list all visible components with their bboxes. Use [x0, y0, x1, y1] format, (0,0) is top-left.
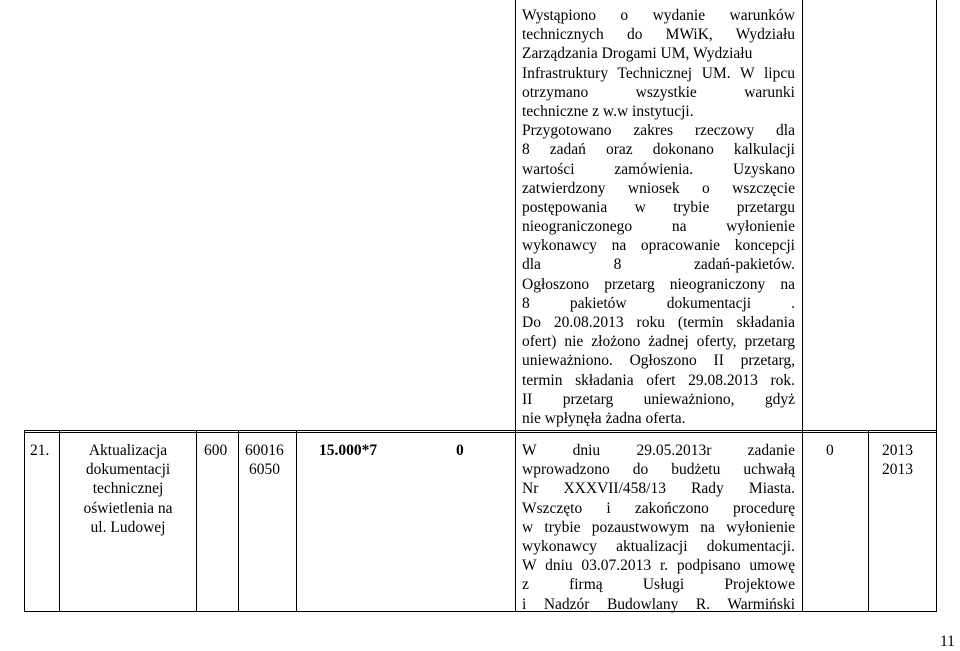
text-line: ofert) nie złożono żadnej oferty, przetarg [522, 333, 795, 351]
progress-description-cell [522, 441, 795, 614]
text-line: Przygotowano zakres rzeczowy dla [522, 122, 795, 140]
text-line: W dniu 29.05.2013r zadanie [522, 442, 795, 459]
grid-line [515, 0, 516, 611]
grid-line [24, 430, 937, 431]
text-line: unieważniono. Ogłoszono II przetarg, [522, 352, 795, 370]
budget-chapter: 60016 [245, 442, 284, 459]
grid-line [936, 0, 937, 611]
grid-line [238, 430, 239, 612]
text-line: Zarządzania Drogami UM, Wydziału [522, 45, 753, 63]
text-line: wartości zamówienia. Uzyskano [522, 160, 795, 178]
year-value: 2013 [882, 442, 913, 459]
text-line: wprowadzono do budżetu uchwałą [522, 461, 795, 479]
task-name-line: Aktualizacja [88, 442, 168, 459]
row-number: 21. [30, 442, 50, 459]
task-name-line: dokumentacji [85, 461, 171, 479]
task-name-cell [66, 441, 190, 537]
amount-value: 0 [826, 442, 834, 459]
grid-line [59, 430, 60, 612]
text-line: II przetarg unieważniono, gdyż [522, 390, 795, 408]
budget-paragraph: 6050 [249, 461, 280, 478]
text-line: W dniu 03.07.2013 r. podpisano umowę [522, 557, 795, 575]
grid-line [24, 432, 937, 433]
text-line: postępowania w trybie przetargu [522, 198, 795, 216]
text-line: 8 zadań oraz dokonano kalkulacji [522, 141, 795, 159]
grid-line [196, 430, 197, 612]
text-line: otrzymano wszystkie warunki [522, 83, 795, 101]
text-line: wykonawcy aktualizacji dokumentacji. [522, 537, 795, 555]
grid-line [24, 611, 937, 612]
grid-line [24, 430, 25, 612]
text-line: technicznych do MWiK, Wydziału [522, 26, 795, 44]
progress-description-cell [522, 6, 795, 428]
task-name-line: oświetlenia na [83, 499, 173, 517]
text-line: i Nadzór Budowlany R. Warmiński [522, 595, 795, 613]
text-line: zatwierdzony wniosek o wszczęcie [522, 179, 795, 197]
text-line: z firmą Usługi Projektowe [522, 576, 795, 594]
text-line: nie wpłynęła żadna oferta. [522, 409, 686, 427]
text-line: Infrastruktury Technicznej UM. W lipcu [522, 64, 795, 82]
text-line: techniczne z w.w instytucji. [522, 102, 694, 120]
grid-line [802, 0, 803, 611]
grid-line [868, 430, 869, 612]
spent-amount: 0 [456, 442, 464, 459]
text-line: termin składania ofert 29.08.2013 rok. [522, 371, 795, 389]
text-line: dla 8 zadań-pakietów. [522, 256, 795, 274]
text-line: w trybie pozaustwowym na wyłonienie [522, 518, 795, 536]
text-line: Wszczęto i zakończono procedurę [522, 499, 795, 517]
text-line: wykonawcy na opracowanie koncepcji [522, 237, 795, 255]
year-value: 2013 [882, 461, 913, 478]
budget-division: 600 [204, 442, 228, 459]
text-line: nieograniczonego na wyłonienie [522, 218, 795, 236]
page-number: 11 [940, 633, 955, 650]
text-line: Wystąpiono o wydanie warunków [522, 7, 795, 24]
planned-amount: 15.000*7 [319, 442, 378, 459]
task-name-line: technicznej [92, 480, 164, 498]
text-line: Nr XXXVII/458/13 Rady Miasta. [522, 480, 795, 498]
text-line: Do 20.08.2013 roku (termin składania [522, 314, 795, 331]
text-line: 8 pakietów dokumentacji . [522, 294, 795, 312]
text-line: Ogłoszono przetarg nieograniczony na [522, 275, 795, 293]
grid-line [296, 430, 297, 612]
task-name-line: ul. Ludowej [90, 518, 166, 536]
